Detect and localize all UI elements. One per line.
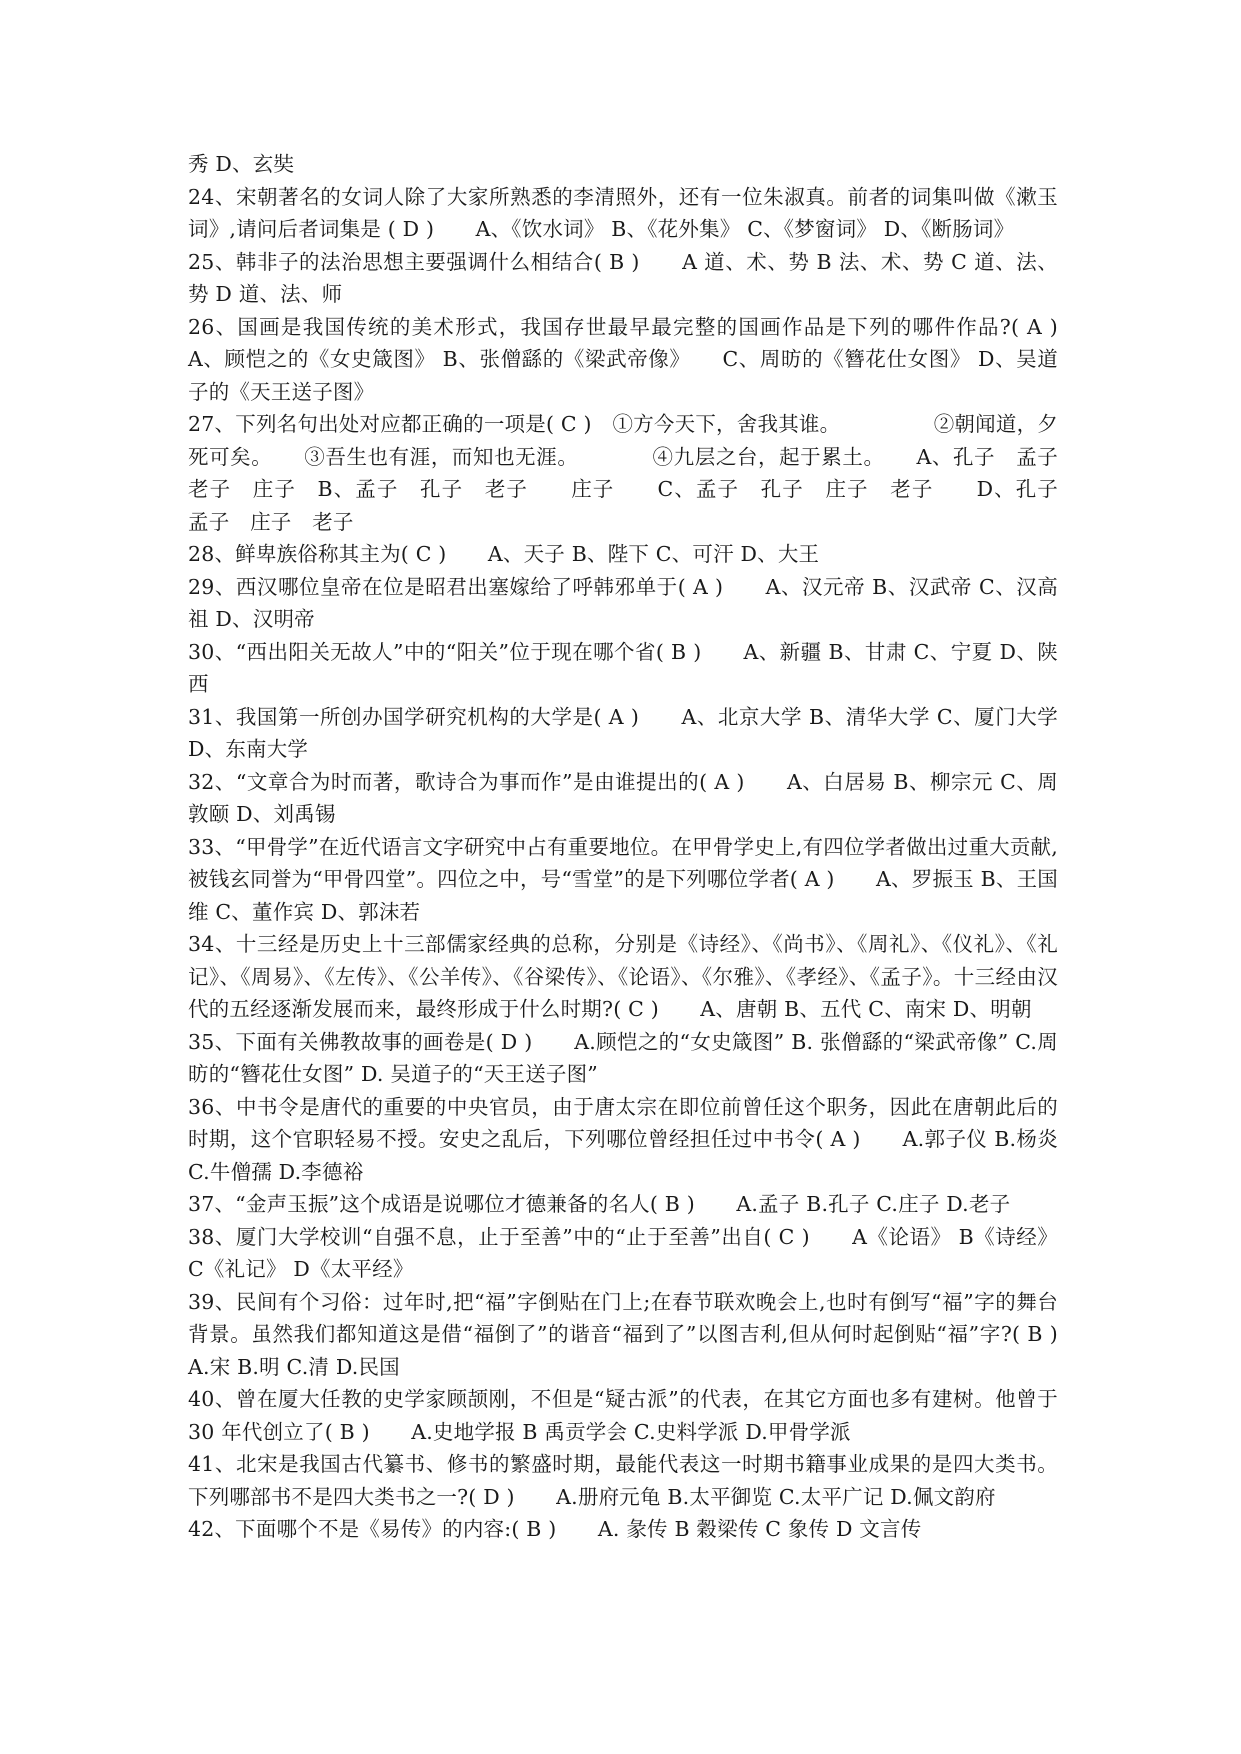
paragraph-q28: 28、鲜卑族俗称其主为( C ) A、天子 B、陛下 C、可汗 D、大王	[188, 542, 820, 566]
paragraph-q42: 42、下面哪个不是《易传》的内容:( B ) A. 彖传 B 穀梁传 C 象传 D 文言传	[188, 1517, 922, 1541]
paragraph-q25: 25、韩非子的法治思想主要强调什么相结合( B ) A 道、术、势 B 法、术、势 C 道、法、势 D 道、法、师	[188, 249, 1058, 306]
paragraph-q32: 32、“文章合为时而著，歌诗合为事而作”是由谁提出的( A ) A、白居易 B、柳宗元 C、周敦颐 D、刘禹锡	[188, 769, 1058, 826]
paragraph-q39: 39、民间有个习俗：过年时,把“福”字倒贴在门上;在春节联欢晚会上,也时有倒写“福”字的舞台背景。虽然我们都知道这是借“福倒了”的谐音“福到了”以图吉利,但从何时起倒贴“福”字?( B ) A.宋 B.明 C.清 D.民国	[188, 1289, 1100, 1379]
document-body	[188, 148, 1100, 1546]
paragraph-q29: 29、西汉哪位皇帝在位是昭君出塞嫁给了呼韩邪单于( A ) A、汉元帝 B、汉武帝 C、汉高祖 D、汉明帝	[188, 574, 1058, 631]
paragraph-q40: 40、曾在厦大任教的史学家顾颉刚，不但是“疑古派”的代表，在其它方面也多有建树。他曾于 30 年代创立了( B ) A.史地学报 B 禹贡学会 C.史料学派 D.甲骨学派	[188, 1387, 1058, 1444]
paragraph-q26: 26、国画是我国传统的美术形式，我国存世最早最完整的国画作品是下列的哪件作品?( A ) A、顾恺之的《女史箴图》 B、张僧繇的《梁武帝像》 C、周昉的《簪花仕女图》 D、吴道子的《天王送子图》	[188, 314, 1079, 404]
paragraph-q24: 24、宋朝著名的女词人除了大家所熟悉的李清照外，还有一位朱淑真。前者的词集叫做《漱玉词》,请问后者词集是 ( D ) A、《饮水词》 B、《花外集》 C、《梦窗词》 D、《断肠词》	[188, 184, 1058, 241]
paragraph-q38: 38、厦门大学校训“自强不息，止于至善”中的“止于至善”出自( C ) A《论语》 B《诗经》 C《礼记》 D《太平经》	[188, 1224, 1058, 1281]
paragraph-q33: 33、“甲骨学”在近代语言文字研究中占有重要地位。在甲骨学史上,有四位学者做出过重大贡献,被钱玄同誉为“甲骨四堂”。四位之中，号“雪堂”的是下列哪位学者( A ) A、罗振玉 B、王国维 C、董作宾 D、郭沫若	[188, 834, 1058, 924]
paragraph-q31: 31、我国第一所创办国学研究机构的大学是( A ) A、北京大学 B、清华大学 C、厦门大学 D、东南大学	[188, 704, 1058, 761]
paragraph-q27: 27、下列名句出处对应都正确的一项是( C ) ①方今天下，舍我其谁。 ②朝闻道，夕死可矣。 ③吾生也有涯，而知也无涯。 ④九层之台，起于累土。 A、孔子 孟子 老子 庄子 B、孟子 孔子 老子 庄子 C、孟子 孔子 庄子 老子 D、孔子 孟子 庄子 老子	[188, 412, 1079, 534]
paragraph-q35: 35、下面有关佛教故事的画卷是( D ) A.顾恺之的“女史箴图” B. 张僧繇的“梁武帝像” C.周昉的“簪花仕女图” D. 吴道子的“天王送子图”	[188, 1029, 1058, 1086]
paragraph-q30: 30、“西出阳关无故人”中的“阳关”位于现在哪个省( B ) A、新疆 B、甘肃 C、宁夏 D、陕西	[188, 639, 1058, 696]
paragraph-q36: 36、中书令是唐代的重要的中央官员，由于唐太宗在即位前曾任这个职务，因此在唐朝此后的时期，这个官职轻易不授。安史之乱后，下列哪位曾经担任过中书令( A ) A.郭子仪 B.杨炎 C.牛僧孺 D.李德裕	[188, 1094, 1058, 1184]
paragraph-q41: 41、北宋是我国古代纂书、修书的繁盛时期，最能代表这一时期书籍事业成果的是四大类书。下列哪部书不是四大类书之一?( D ) A.册府元龟 B.太平御览 C.太平广记 D.佩文韵府	[188, 1452, 1058, 1509]
paragraph-q23-tail: 秀 D、玄奘	[188, 152, 295, 176]
paragraph-q34: 34、十三经是历史上十三部儒家经典的总称，分别是《诗经》、《尚书》、《周礼》、《仪礼》、《礼记》、《周易》、《左传》、《公羊传》、《谷梁传》、《论语》、《尔雅》、《孝经》、《孟子》。十三经由汉代的五经逐渐发展而来，最终形成于什么时期?( C ) A、唐朝 B、五代 C、南宋 D、明朝	[188, 932, 1058, 1021]
paragraph-q37: 37、“金声玉振”这个成语是说哪位才德兼备的名人( B ) A.孟子 B.孔子 C.庄子 D.老子	[188, 1192, 1011, 1216]
